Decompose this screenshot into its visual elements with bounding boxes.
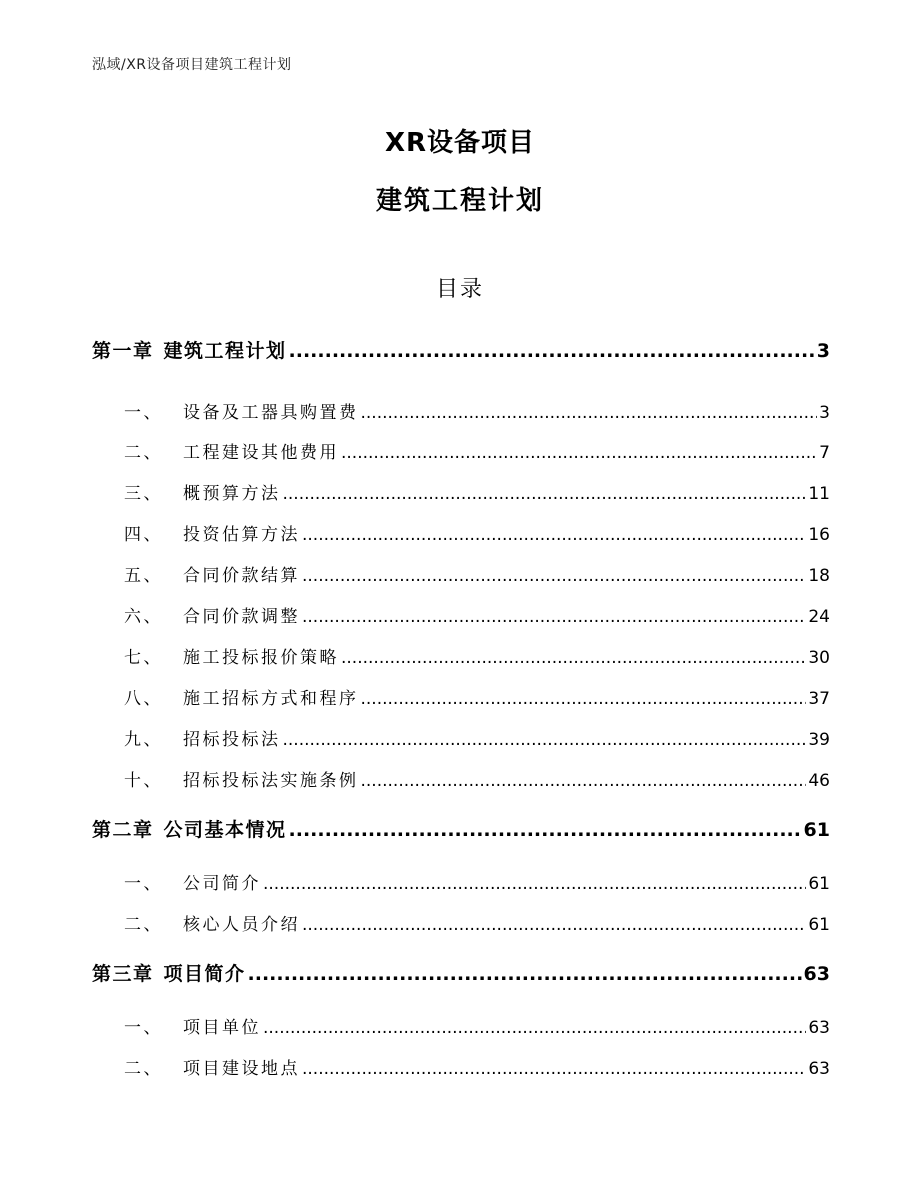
toc-section-entry[interactable] bbox=[92, 725, 830, 750]
toc-entry-label bbox=[124, 479, 281, 504]
toc-entry-label bbox=[124, 602, 300, 627]
toc-chapter-entry[interactable] bbox=[92, 815, 830, 842]
toc-entry-number: 二、 bbox=[124, 1059, 163, 1079]
toc-page-number: 11 bbox=[808, 484, 830, 504]
toc-dot-leader bbox=[289, 340, 815, 362]
toc-section-entry[interactable] bbox=[92, 766, 830, 791]
toc-entry-label bbox=[92, 959, 246, 986]
toc-chapter-entry[interactable] bbox=[92, 336, 830, 363]
toc-section-entry[interactable] bbox=[92, 1013, 830, 1038]
toc-entry-number: 第三章 bbox=[92, 963, 154, 985]
toc-section-entry[interactable] bbox=[92, 602, 830, 627]
toc-entry-text: 公司基本情况 bbox=[163, 819, 287, 841]
toc-entry-text: 合同价款结算 bbox=[183, 566, 300, 586]
toc-section-entry[interactable] bbox=[92, 643, 830, 668]
toc-dot-leader bbox=[263, 874, 806, 894]
toc-entry-label bbox=[124, 869, 261, 894]
toc-entry-text: 施工招标方式和程序 bbox=[183, 689, 359, 709]
toc-dot-leader bbox=[263, 1018, 806, 1038]
toc-dot-leader bbox=[248, 963, 802, 985]
toc-entry-text: 工程建设其他费用 bbox=[183, 443, 339, 463]
toc-entry-text: 公司简介 bbox=[183, 874, 261, 894]
toc-page-number: 24 bbox=[808, 607, 830, 627]
toc-page-number: 37 bbox=[808, 689, 830, 709]
toc-dot-leader bbox=[341, 648, 806, 668]
toc-dot-leader bbox=[289, 819, 802, 841]
toc-entry-number: 二、 bbox=[124, 915, 163, 935]
toc-page-number: 18 bbox=[808, 566, 830, 586]
toc-section-entry[interactable] bbox=[92, 684, 830, 709]
toc-page-number: 61 bbox=[808, 915, 830, 935]
toc-entry-text: 建筑工程计划 bbox=[163, 340, 287, 362]
toc-entry-text: 设备及工器具购置费 bbox=[183, 403, 359, 423]
toc-entry-label bbox=[124, 684, 359, 709]
toc-chapter-entry[interactable] bbox=[92, 959, 830, 986]
toc-entry-number: 一、 bbox=[124, 1018, 163, 1038]
toc-entry-number: 一、 bbox=[124, 403, 163, 423]
toc-entry-text: 核心人员介绍 bbox=[183, 915, 300, 935]
toc-page-number: 3 bbox=[816, 340, 830, 362]
toc-entry-label bbox=[124, 561, 300, 586]
toc-entry-label bbox=[92, 336, 287, 363]
toc-entry-label bbox=[124, 910, 300, 935]
toc-dot-leader bbox=[361, 771, 807, 791]
running-header: 泓域/XR设备项目建筑工程计划 bbox=[92, 57, 292, 73]
toc-entry-text: 概预算方法 bbox=[183, 484, 281, 504]
toc-page-number: 39 bbox=[808, 730, 830, 750]
toc-entry-number: 第二章 bbox=[92, 819, 154, 841]
toc-section-entry[interactable] bbox=[92, 520, 830, 545]
toc-entry-text: 招标投标法实施条例 bbox=[183, 771, 359, 791]
toc-entry-text: 项目简介 bbox=[163, 963, 246, 985]
toc-dot-leader bbox=[302, 525, 806, 545]
toc-section-entry[interactable] bbox=[92, 438, 830, 463]
toc-entry-label bbox=[124, 1013, 261, 1038]
toc-dot-leader bbox=[302, 566, 806, 586]
toc-dot-leader bbox=[283, 484, 807, 504]
toc-dot-leader bbox=[302, 915, 806, 935]
toc-entry-number: 第一章 bbox=[92, 340, 154, 362]
toc-dot-leader bbox=[302, 1059, 806, 1079]
toc-dot-leader bbox=[283, 730, 807, 750]
toc-page-number: 30 bbox=[808, 648, 830, 668]
toc-entry-number: 五、 bbox=[124, 566, 163, 586]
toc-entry-label bbox=[124, 1054, 300, 1079]
toc-entry-text: 合同价款调整 bbox=[183, 607, 300, 627]
toc-entry-number: 七、 bbox=[124, 648, 163, 668]
toc-page-number: 61 bbox=[803, 819, 830, 841]
toc-page-number: 63 bbox=[803, 963, 830, 985]
toc-page-number: 3 bbox=[819, 403, 830, 423]
document-title-line2: 建筑工程计划 bbox=[375, 186, 544, 216]
toc-entry-text: 施工投标报价策略 bbox=[183, 648, 339, 668]
toc-entry-number: 二、 bbox=[124, 443, 163, 463]
toc-dot-leader bbox=[361, 403, 818, 423]
toc-section-entry[interactable] bbox=[92, 869, 830, 894]
toc-section-entry[interactable] bbox=[92, 1054, 830, 1079]
toc-dot-leader bbox=[341, 443, 817, 463]
toc-entry-text: 项目单位 bbox=[183, 1018, 261, 1038]
toc-dot-leader bbox=[302, 607, 806, 627]
toc-section-entry[interactable] bbox=[92, 561, 830, 586]
document-title-line1: XR设备项目 bbox=[384, 128, 536, 158]
toc-entry-number: 九、 bbox=[124, 730, 163, 750]
toc-entry-label bbox=[124, 438, 339, 463]
toc-entry-number: 十、 bbox=[124, 771, 163, 791]
toc-page-number: 63 bbox=[808, 1059, 830, 1079]
toc-entry-text: 项目建设地点 bbox=[183, 1059, 300, 1079]
toc-entry-text: 投资估算方法 bbox=[183, 525, 300, 545]
toc-entry-number: 一、 bbox=[124, 874, 163, 894]
toc-entry-label bbox=[124, 766, 359, 791]
toc-page-number: 63 bbox=[808, 1018, 830, 1038]
toc-page-number: 46 bbox=[808, 771, 830, 791]
toc-dot-leader bbox=[361, 689, 807, 709]
toc-heading: 目录 bbox=[435, 277, 484, 302]
toc-entry-label bbox=[124, 725, 281, 750]
toc-section-entry[interactable] bbox=[92, 398, 830, 423]
toc-page-number: 61 bbox=[808, 874, 830, 894]
toc-section-entry[interactable] bbox=[92, 910, 830, 935]
toc-entry-number: 三、 bbox=[124, 484, 163, 504]
toc-page-number: 16 bbox=[808, 525, 830, 545]
toc-entry-label bbox=[92, 815, 287, 842]
toc-entry-number: 四、 bbox=[124, 525, 163, 545]
toc-page-number: 7 bbox=[819, 443, 830, 463]
toc-entry-label bbox=[124, 398, 359, 423]
toc-entry-number: 八、 bbox=[124, 689, 163, 709]
toc-entry-label bbox=[124, 520, 300, 545]
toc-entry-label bbox=[124, 643, 339, 668]
toc-section-entry[interactable] bbox=[92, 479, 830, 504]
toc-entry-text: 招标投标法 bbox=[183, 730, 281, 750]
toc-entry-number: 六、 bbox=[124, 607, 163, 627]
